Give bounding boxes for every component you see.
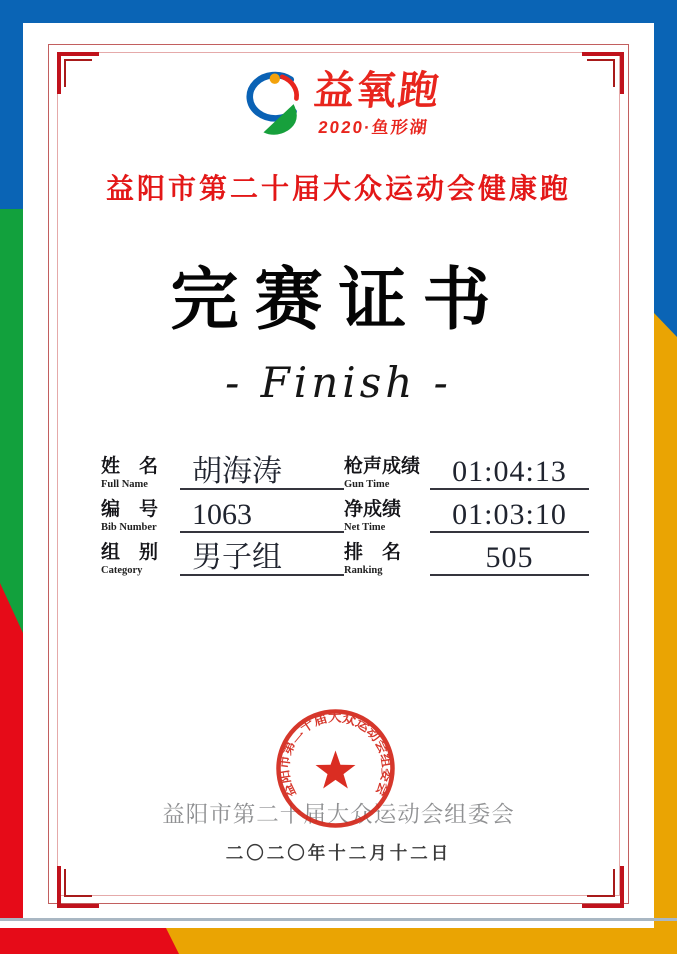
field-label-full-name: 姓 名 Full Name [101, 456, 159, 490]
star-icon [316, 751, 356, 789]
page-edge-shadow [0, 918, 677, 921]
logo-edition-text: 2020·鱼形湖 [316, 118, 430, 137]
field-value-full-name: 胡海涛 [180, 447, 344, 490]
date-line: 二〇二〇年十二月十二日 [225, 843, 452, 863]
border-band-bottom [0, 928, 677, 954]
field-value-ranking: 505 [430, 533, 589, 576]
field-label-bib-number: 编 号 Bib Number [101, 499, 159, 533]
event-logo-icon [239, 70, 303, 142]
frame-corner-bracket-inner [587, 869, 615, 897]
field-value-category: 男子组 [180, 533, 344, 576]
event-logo [0, 70, 677, 142]
logo-sun-dot [269, 74, 279, 84]
border-band-bottom-red [0, 928, 200, 954]
official-seal [273, 706, 398, 831]
seal-circular-text: 益阳市第二十届大众运动会组委会 [276, 709, 395, 800]
logo-brand-text: 益氧跑 [311, 69, 443, 113]
frame-corner-bracket-inner [64, 869, 92, 897]
field-value-gun-time: 01:04:13 [430, 447, 589, 490]
field-value-net-time: 01:03:10 [430, 490, 589, 533]
certificate-title: 完赛证书 [170, 262, 507, 338]
field-value-bib-number: 1063 [180, 490, 344, 533]
border-band-left [0, 23, 23, 919]
field-label-gun-time: 枪声成绩 Gun Time [344, 456, 421, 490]
organizer-line: 益阳市第二十届大众运动会组委会 [162, 802, 515, 827]
finish-script-text: - Finish - [225, 358, 452, 407]
field-label-category: 组 别 Category [101, 542, 159, 576]
result-fields [101, 447, 589, 576]
event-title: 益阳市第二十届大众运动会健康跑 [105, 173, 571, 204]
field-label-ranking: 排 名 Ranking [344, 542, 402, 576]
border-band-top [0, 0, 677, 23]
field-label-net-time: 净成绩 Net Time [344, 499, 402, 533]
